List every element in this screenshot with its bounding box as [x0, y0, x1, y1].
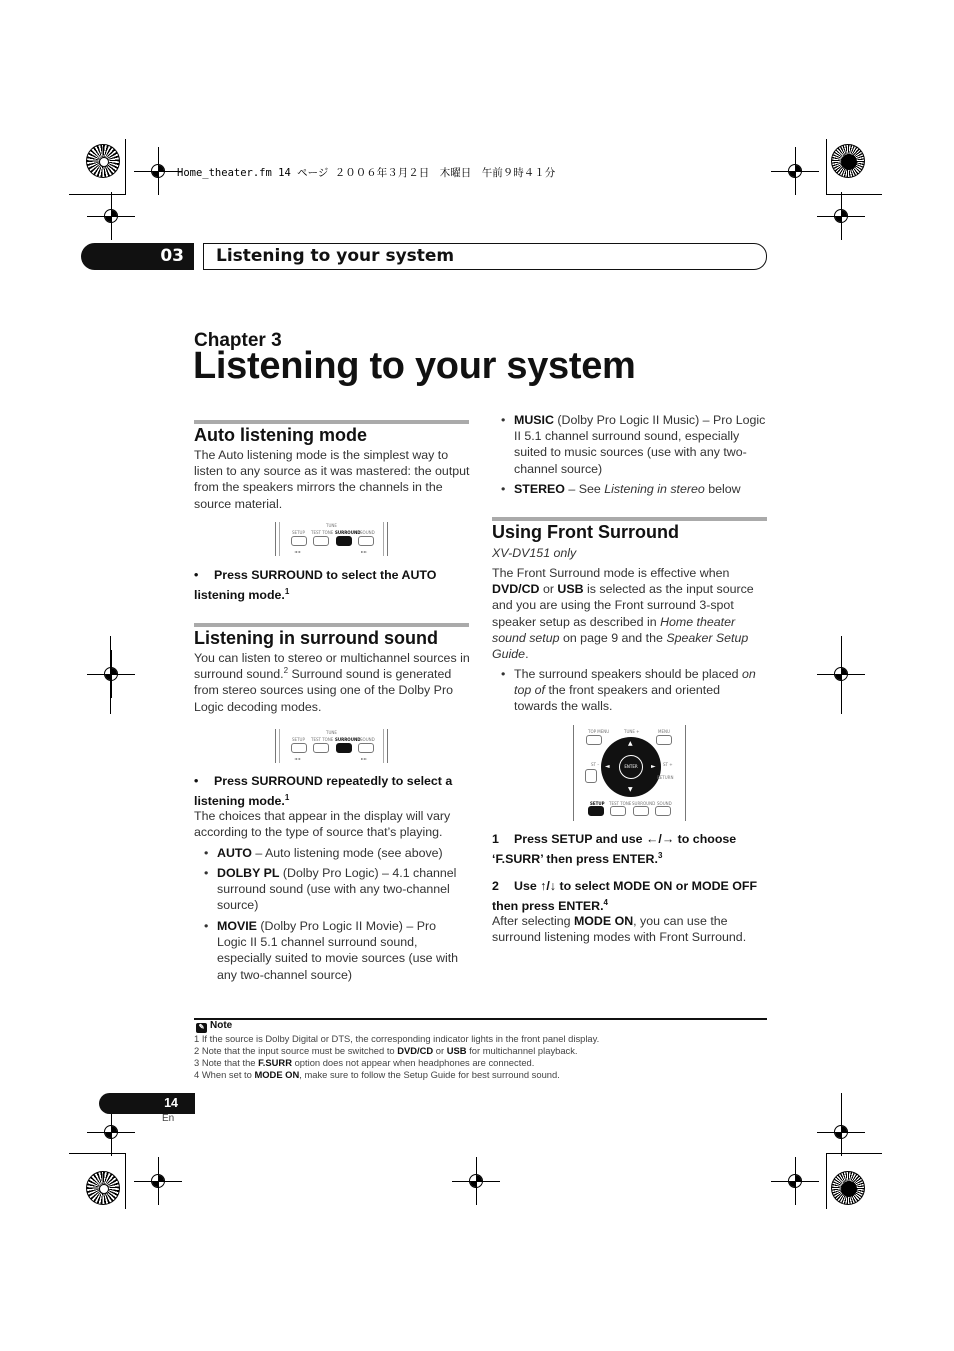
list-item: • DOLBY PL (Dolby Pro Logic) – 4.1 channel surround sound (use with any two-channel source)	[204, 866, 457, 913]
list-item: • AUTO – Auto listening mode (see above)	[204, 846, 443, 860]
footnote-ref: 2	[283, 666, 289, 676]
section-heading-auto: Auto listening mode	[194, 425, 367, 445]
remote-control-illustration	[573, 725, 686, 821]
surround-step: • Press SURROUND repeatedly to select a listening mode.$^1$	[194, 774, 453, 808]
surround-button	[336, 536, 352, 546]
mode-term: STEREO	[514, 482, 565, 496]
setup-button	[291, 743, 307, 753]
surround-body	[194, 650, 471, 715]
after-c: , you can use the surround listening modes with Front Surround.	[492, 914, 747, 945]
station-up-label: ST +	[663, 762, 673, 767]
chapter-number-badge: 03	[81, 243, 194, 270]
section-rule	[194, 420, 469, 424]
cross-reference: Home theater sound setup	[492, 614, 736, 645]
fn2-d: USB	[446, 1045, 467, 1056]
fn3-c: option does not appear when headphones are connected.	[291, 1057, 535, 1068]
source-usb: USB	[557, 582, 584, 597]
registration-mark-icon	[831, 206, 851, 226]
mode-desc: (Dolby Pro Logic II Music) – Pro Logic II 5.1 channel surround sound, especially suited to music sources (use with any two-channel source)	[514, 413, 766, 476]
fn4-b: MODE ON	[254, 1069, 300, 1080]
step-text: Use ↑/↓ to select MODE ON or MODE OFF then press ENTER.	[492, 879, 758, 913]
top-menu-label: TOP MENU	[588, 729, 610, 734]
cross-reference: Listening in stereo	[604, 482, 705, 496]
print-starburst-icon	[831, 1171, 865, 1205]
fn2-b: DVD/CD	[397, 1045, 434, 1056]
footnote-ref: 3	[657, 850, 663, 860]
after-a: After selecting	[492, 914, 574, 928]
fn2-e: for multichannel playback.	[466, 1045, 578, 1056]
fn3-a: 3 Note that the	[194, 1057, 259, 1068]
list-item: • MOVIE (Dolby Pro Logic II Movie) – Pro Logic II 5.1 channel surround sound, especially suited to movie sources (use with any two-channel source)	[204, 919, 459, 982]
enter-button: ENTER	[619, 755, 643, 779]
note-heading	[196, 1020, 232, 1033]
page-number: 14	[99, 1093, 195, 1114]
surround-body-a: You can listen to stereo or multichannel sources in surround sound.	[194, 651, 470, 682]
mode-term: MUSIC	[514, 413, 554, 427]
mode-term: AUTO	[217, 846, 252, 860]
footnote-2	[194, 1045, 578, 1057]
crop-line	[841, 1093, 842, 1155]
auto-body: The Auto listening mode is the simplest way to listen to any source as it was mastered: the output from the speakers mirrors the channels in the source material.	[194, 448, 470, 511]
footnote-ref: 1	[284, 792, 290, 802]
crop-line	[110, 636, 111, 714]
crop-line	[69, 194, 125, 195]
mode-desc: – See	[564, 482, 605, 496]
crop-line	[125, 1153, 126, 1209]
crop-line	[826, 1153, 882, 1154]
registration-mark-icon	[101, 1122, 121, 1142]
registration-mark-icon	[101, 664, 121, 684]
sound-button	[655, 806, 671, 816]
crop-line	[826, 1153, 827, 1209]
step-number: 2	[492, 879, 499, 893]
arrow-down-icon: ▼	[628, 786, 633, 793]
return-label: RETURN	[657, 775, 674, 780]
volume-down-label: ◄◄	[294, 549, 301, 554]
crop-line	[841, 636, 842, 714]
arrow-right-icon: ►	[651, 763, 656, 770]
arrow-left-icon: ◄	[605, 763, 610, 770]
footnote-1: 1 If the source is Dolby Digital or DTS, the corresponding indicator lights in the front panel display.	[194, 1033, 600, 1044]
mode-desc-tail: below	[704, 482, 741, 496]
front-body-4: .	[525, 647, 529, 662]
station-down-label: ST –	[591, 762, 600, 767]
side-button	[585, 769, 597, 783]
chapter-label: Chapter 3	[194, 330, 282, 351]
top-menu-button	[586, 735, 602, 745]
auto-step: • Press SURROUND to select the AUTO listening mode.$^1$	[194, 568, 437, 602]
step-text: Press SETUP and use ←/→ to choose ‘F.SURR’ then press ENTER.	[492, 832, 737, 866]
tune-up-label: TUNE +	[624, 729, 640, 734]
step-number: 1	[492, 832, 499, 846]
front-panel-illustration	[275, 729, 388, 763]
sound-label: SOUND	[657, 801, 672, 806]
test-tone-button	[610, 806, 626, 816]
after-mode: MODE ON	[573, 914, 634, 928]
surround-button	[633, 806, 649, 816]
setup-button	[291, 536, 307, 546]
list-item: • The surround speakers should be placed on top of the front speakers and oriented towards the walls.	[501, 667, 756, 714]
test-tone-label: TEST TONE	[311, 530, 334, 535]
surround-body-b: Surround sound is generated from stereo sources using one of the Dolby Pro Logic decoding modes.	[194, 667, 453, 714]
footnote-4	[194, 1069, 560, 1081]
tune-label: TUNE	[326, 730, 337, 735]
section-heading-front: Using Front Surround	[492, 522, 679, 542]
fn2-a: 2 Note that the input source must be switched to	[194, 1045, 398, 1056]
cross-reference: Speaker Setup Guide	[492, 630, 749, 662]
bullet-emph: on top of	[514, 667, 756, 698]
mode-desc: – Auto listening mode (see above)	[251, 846, 443, 860]
section-rule	[194, 623, 469, 627]
fn4-c: , make sure to follow the Setup Guide for best surround sound.	[299, 1069, 560, 1080]
front-body-or: or	[539, 582, 558, 597]
mode-desc: (Dolby Pro Logic) – 4.1 channel surround sound (use with any two-channel source)	[217, 866, 457, 913]
setup-button	[588, 806, 604, 816]
front-body-3: on page 9 and the	[559, 630, 667, 645]
registration-mark-icon	[148, 161, 168, 181]
footnote-ref: 1	[284, 586, 290, 596]
setup-label: SETUP	[292, 530, 305, 535]
section-heading-surround: Listening in surround sound	[194, 628, 438, 648]
registration-mark-icon	[466, 1171, 486, 1191]
surround-step-text: Press SURROUND repeatedly to select a listening mode.	[194, 774, 453, 808]
section-rule	[492, 517, 767, 521]
print-starburst-icon	[86, 144, 120, 178]
print-starburst-icon	[86, 1171, 120, 1205]
menu-label: MENU	[658, 729, 670, 734]
sound-label: SOUND	[360, 737, 375, 742]
direction-pad	[601, 737, 661, 797]
front-after	[492, 913, 769, 945]
surround-after: The choices that appear in the display will vary according to the type of source that’s playing.	[194, 809, 451, 840]
tune-label: TUNE	[326, 523, 337, 528]
crop-line	[69, 1153, 125, 1154]
sound-button	[358, 743, 374, 753]
volume-up-label: ►►	[361, 549, 368, 554]
volume-down-label: ◄◄	[294, 756, 301, 761]
bullet-text-b: the front speakers and oriented towards the walls.	[514, 683, 720, 714]
note-icon: ✎	[196, 1023, 207, 1033]
page-language: En	[162, 1113, 175, 1124]
test-tone-label: TEST TONE	[609, 801, 632, 806]
list-item: • MUSIC (Dolby Pro Logic II Music) – Pro Logic II 5.1 channel surround sound, especially suited to music sources (use with any two-channel source)	[501, 413, 766, 476]
mode-term: DOLBY PL	[217, 866, 280, 880]
surround-label: SURROUND	[632, 801, 656, 806]
list-item: • STEREO – See Listening in stereo below	[501, 482, 741, 496]
auto-step-text: Press SURROUND to select the AUTO listening mode.	[194, 568, 437, 602]
note-rule	[194, 1018, 767, 1020]
surround-label: SURROUND	[335, 530, 361, 535]
registration-mark-icon	[101, 206, 121, 226]
registration-mark-icon	[148, 1171, 168, 1191]
test-tone-label: TEST TONE	[311, 737, 334, 742]
mode-term: MOVIE	[217, 919, 257, 933]
mode-desc: (Dolby Pro Logic II Movie) – Pro Logic II 5.1 channel surround sound, especially suited to movie sources (use with any two-channel source)	[217, 919, 459, 982]
model-note: XV-DV151 only	[492, 546, 577, 560]
front-body-1: The Front Surround mode is effective when	[492, 566, 730, 580]
test-tone-button	[313, 743, 329, 753]
page-title: Listening to your system	[193, 345, 636, 387]
sound-label: SOUND	[360, 530, 375, 535]
setup-label: SETUP	[292, 737, 305, 742]
crop-line	[826, 139, 827, 195]
menu-button	[656, 735, 672, 745]
front-panel-illustration	[275, 522, 388, 556]
front-body	[492, 565, 769, 662]
registration-mark-icon	[785, 161, 805, 181]
print-file-info: Home_theater.fm 14 ページ ２００６年３月２日 木曜日 午前９時４１分	[177, 167, 556, 179]
surround-label: SURROUND	[335, 737, 361, 742]
fn3-b: F.SURR	[258, 1057, 292, 1068]
arrow-up-icon: ▲	[628, 740, 633, 747]
test-tone-button	[313, 536, 329, 546]
source-dvd: DVD/CD	[492, 582, 540, 597]
fn2-c: or	[433, 1045, 447, 1056]
setup-label: SETUP	[590, 801, 605, 806]
bullet-text-a: The surround speakers should be placed	[514, 667, 742, 681]
front-step-2	[492, 876, 769, 916]
registration-mark-icon	[785, 1171, 805, 1191]
volume-up-label: ►►	[361, 756, 368, 761]
front-body-2: is selected as the input source and you are using the Front surround 3-spot speaker setup as described in	[492, 582, 754, 629]
fn4-a: 4 When set to	[194, 1069, 255, 1080]
footnote-3	[194, 1057, 534, 1069]
print-starburst-icon	[831, 144, 865, 178]
crop-line	[125, 139, 126, 195]
running-header-title: Listening to your system	[203, 243, 767, 270]
surround-button	[336, 743, 352, 753]
crop-line	[826, 194, 882, 195]
sound-button	[358, 536, 374, 546]
front-step-1	[492, 829, 769, 869]
note-heading-text: Note	[210, 1020, 233, 1031]
footnote-ref: 4	[603, 897, 608, 907]
